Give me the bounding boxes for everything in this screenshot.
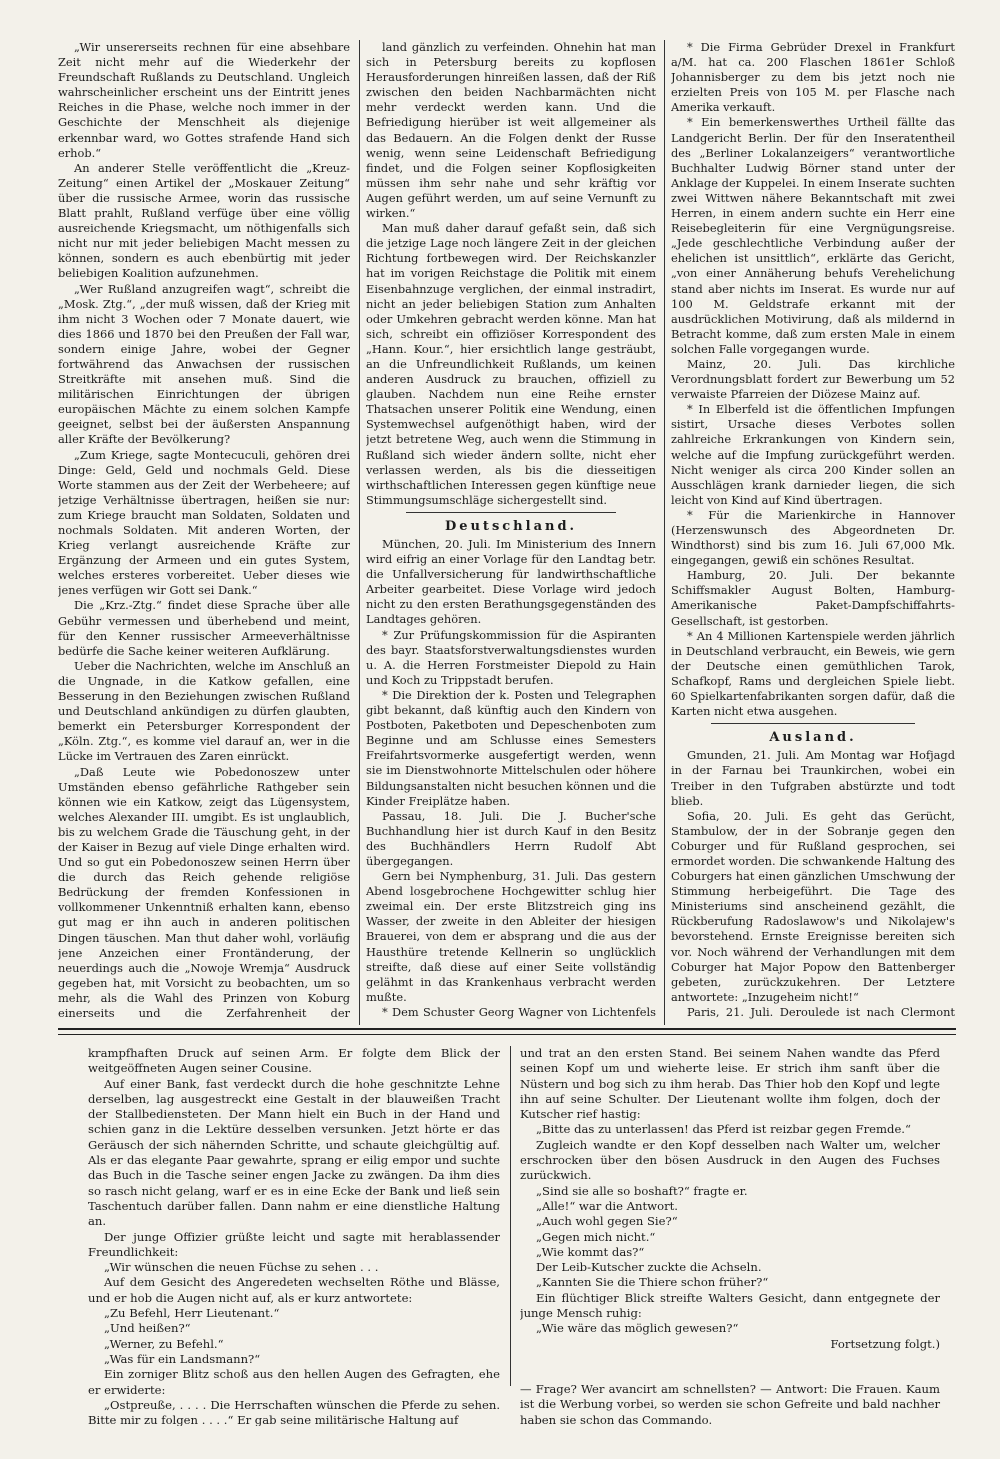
- article-paragraph: „Zum Kriege, sagte Montecuculi, gehören drei Dinge: Geld, Geld und nochmals Geld. Diese Worte stammen aus der Zeit der Werbeheere; auf jetzige Verhältnisse übertragen, heißen sie nur: zum Kriege braucht man Soldaten, Soldaten und nochmals Soldaten. Mit anderen Worten, der Krieg verlangt ausreichende Kräfte zur Ergänzung der Armeen und ein gutes System, welches ersteres vorbereitet. Ueber dieses wie jenes verfügen wir Gott sei Dank.“: [58, 447, 350, 598]
- feuilleton-right-column: [520, 1046, 940, 1371]
- news-item: Passau, 18. Juli. Die J. Bucher'sche Buchhandlung hier ist durch Kauf in den Besitz des Buchhändlers Herrn Rudolf Abt übergegangen.: [366, 808, 656, 868]
- article-paragraph: An anderer Stelle veröffentlicht die „Kreuz-Zeitung“ einen Artikel der „Moskauer Zeitung“ über die russische Armee, worin das russische Blatt prahlt, Rußland verfüge über eine völlig ausreichende Kriegsmacht, um nöthigenfalls sich nicht nur mit jeder beliebigen Macht messen zu können, sondern es auch ebenbürtig mit jeder beliebigen Koalition aufzunehmen.: [58, 160, 350, 281]
- section-divider: [711, 723, 915, 724]
- story-paragraph: „Werner, zu Befehl.“: [104, 1336, 224, 1351]
- column-1: [58, 40, 350, 1020]
- news-item: * Die Direktion der k. Posten und Telegraphen gibt bekannt, daß künftig auch den Kindern von Postboten, Paketboten und Depeschenboten zum Beginne und am Schlusse eines Semesters Freifahrtsvormerke ausgefertigt werden, wenn sie im Dienstwohnorte Mittelschulen oder höhere Bildungsanstalten nicht besuchen können und die Kinder Freiplätze haben.: [366, 687, 656, 808]
- news-item: * Ein bemerkenswerthes Urtheil fällte das Landgericht Berlin. Der für den Inseratentheil des „Berliner Lokalanzeigers“ verantwortliche Buchhalter Ludwig Börner stand unter der Anklage der Kuppelei. In einem Inserate suchten zwei Wittwen nähere Bekanntschaft mit zwei Herren, in einem andern suchte ein Herr eine Reisebegleiterin für eine Vergnügungsreise. „Jede geschlechtliche Verbindung außer der ehelichen ist unsittlich“, erklärte das Gericht, „von einer Annäherung behufs Verehelichung stand aber nichts im Inserat. Es wurde nur auf 100 M. Geldstrafe erkannt mit der ausdrücklichen Motivirung, daß als mildernd in Betracht komme, daß zum ersten Male in einem solchen Falle vorgegangen wurde.: [671, 115, 955, 356]
- news-item: * In Elberfeld ist die öffentlichen Impfungen sistirt, Ursache dieses Verbotes sollen zahlreiche Erkrankungen von Kindern sein, welche auf die Impfung zurückgeführt werden. Nicht weniger als circa 200 Kinder sollen an Ausschlägen krank darnieder liegen, die sich leicht von Kind auf Kind übertragen.: [671, 402, 955, 507]
- feuilleton-column-rule: [510, 1046, 511, 1386]
- story-paragraph: „Zu Befehl, Herr Lieutenant.“: [104, 1306, 280, 1321]
- article-paragraph: Man muß daher darauf gefaßt sein, daß sich die jetzige Lage noch längere Zeit in der gleichen Richtung fortbewegen wird. Der Reichskanzler hat im vorigen Reichstage die Politik mit einem Eisenbahnzuge verglichen, der einmal instradirt, nicht an jeder beliebigen Station zum Anhalten oder Umkehren gebracht werden könne. Man hat sich, schreibt ein offiziöser Korrespondent des „Hann. Kour.“, hier ersichtlich lange gesträubt, an die Unfreundlichkeit Rußlands, um keinen anderen Ausdruck zu brauchen, offiziell zu glauben. Nachdem nun eine Reihe ernster Thatsachen unserer Politik eine Wendung, einen Systemwechsel aufgenöthigt haben, wird der jetzt betretene Weg, auch wenn die Stimmung in Rußland sich wieder ändern sollte, nicht eher verlassen werden, als bis die diesseitigen wirthschaftlichen Interessen gegen künftige neue Stimmungsumschläge sichergestellt sind.: [366, 221, 656, 507]
- story-paragraph: „Gegen mich nicht.“: [536, 1229, 656, 1244]
- story-paragraph: Ein zorniger Blitz schoß aus den hellen Augen des Gefragten, ehe er erwiderte:: [88, 1367, 500, 1397]
- story-paragraph: Der junge Offizier grüßte leicht und sagte mit herablassender Freundlichkeit:: [88, 1229, 500, 1259]
- feuilleton-rule-thin: [58, 1034, 956, 1035]
- continuation-note: Fortsetzung folgt.): [830, 1336, 940, 1351]
- news-item: * Für die Marienkirche in Hannover (Herzenswunsch des Abgeordneten Dr. Windthorst) sind bis zum 16. Juli 67,000 Mk. eingegangen, gewiß ein schönes Resultat.: [671, 507, 955, 568]
- news-item: Gmunden, 21. Juli. Am Montag war Hofjagd in der Farnau bei Traunkirchen, wobei ein Treiber in den Tufgraben abstürzte und todt blieb.: [671, 748, 955, 808]
- news-item: * Die Firma Gebrüder Drexel in Frankfurt a/M. hat ca. 200 Flaschen 1861er Schloß Johannisberger zu dem bis jetzt noch nie erzielten Preis von 105 M. per Flasche nach Amerika verkauft.: [671, 40, 955, 115]
- news-item: * An 4 Millionen Kartenspiele werden jährlich in Deutschland verbraucht, ein Beweis, wie gern der Deutsche einen gemüthlichen Tarok, Schafkopf, Rams und dergleichen Spiele liebt. 60 Spielkartenfabrikanten sorgen dafür, daß die Karten nicht etwa ausgehen.: [671, 628, 955, 719]
- section-heading-deutschland: Deutschland.: [444, 518, 578, 534]
- column-rule-2: [664, 40, 665, 1025]
- news-item: Hamburg, 20. Juli. Der bekannte Schiffsmakler August Bolten, Hamburg-Amerikanische Paket-Dampfschiffahrts-Gesellschaft, ist gestorben.: [671, 568, 955, 628]
- story-paragraph: Auf dem Gesicht des Angeredeten wechselten Röthe und Blässe, und er hob die Augen nicht auf, als er kurz antwortete:: [88, 1275, 500, 1305]
- story-paragraph: krampfhaften Druck auf seinen Arm. Er folgte dem Blick der weitgeöffneten Augen seiner Cousine.: [88, 1046, 500, 1076]
- story-paragraph: „Wie kommt das?“: [536, 1244, 645, 1259]
- article-paragraph: Die „Krz.-Ztg.“ findet diese Sprache über alle Gebühr vermessen und überhebend und meint, für den Kenner russischer Armeeverhältnisse bedürfe die Sache keiner weiteren Aufklärung.: [58, 598, 350, 658]
- joke-item: — Frage? Wer avancirt am schnellsten? — Antwort: Die Frauen. Kaum ist die Werbung vorbei, so werden sie schon Gefreite und bald nachher haben sie schon das Commando.: [520, 1382, 940, 1427]
- story-paragraph: „Auch wohl gegen Sie?“: [536, 1214, 678, 1229]
- section-heading-ausland: Ausland.: [769, 730, 857, 746]
- column-3: [671, 40, 955, 1020]
- news-item: Sofia, 20. Juli. Es geht das Gerücht, Stambulow, der in der Sobranje gegen den Coburger und für Rußland gesprochen, sei ermordet worden. Die schwankende Haltung des Coburgers hat einen gänzlichen Umschwung der Stimmung herbeigeführt. Die Tage des Ministeriums sind anscheinend gezählt, die Rückberufung Radoslawow's und Nikolajew's bevorstehend. Ernste Ereignisse bereiten sich vor. Noch während der Verhandlungen mit dem Coburger hat Major Popow den Battenberger gebeten, zurückzukehren. Der Letztere antwortete: „Inzugeheim nicht!“: [671, 808, 955, 1004]
- story-paragraph: und trat an den ersten Stand. Bei seinem Nahen wandte das Pferd seinen Kopf um und wieherte leise. Er strich ihm sanft über die Nüstern und bog sich zu ihm herab. Das Thier hob den Kopf und legte ihn auf seine Schulter. Der Lieutenant wollte ihm folgen, doch der Kutscher rief hastig:: [520, 1046, 940, 1122]
- story-paragraph: Der Leib-Kutscher zuckte die Achseln.: [536, 1260, 762, 1275]
- story-paragraph: „Bitte das zu unterlassen! das Pferd ist reizbar gegen Fremde.“: [536, 1122, 911, 1137]
- story-paragraph: Zugleich wandte er den Kopf desselben nach Walter um, welcher erschrocken über den bösen Ausdruck in den Augen des Fuchses zurückwich.: [520, 1137, 940, 1183]
- news-item: * Zur Prüfungskommission für die Aspiranten des bayr. Staatsforstverwaltungsdienstes wurden u. A. die Herren Forstmeister Diepold zu Hain und Koch zu Trippstadt berufen.: [366, 627, 656, 687]
- section-divider: [406, 512, 616, 513]
- news-item: Paris, 21. Juli. Deroulede ist nach Clermont: [687, 1004, 955, 1019]
- story-paragraph: „Sind sie alle so boshaft?“ fragte er.: [536, 1183, 748, 1198]
- article-paragraph: land gänzlich zu verfeinden. Ohnehin hat man sich in Petersburg bereits zu kopflosen Herausforderungen hinreißen lassen, daß der Riß zwischen den beiden Nachbarmächten nicht mehr verdeckt werden kann. Und die Befriedigung hierüber ist weit allgemeiner als das Bedauern. An die Folgen denkt der Russe wenig, wenn seine Leidenschaft Befriedigung findet, und die Folgen seiner Kopflosigkeiten müssen ihm sehr nahe und sehr kräftig vor Augen geführt werden, um auf seine Vernunft zu wirken.“: [366, 40, 656, 221]
- news-item: Gern bei Nymphenburg, 31. Juli. Das gestern Abend losgebrochene Hochgewitter schlug hier zweimal ein. Der erste Blitzstreich ging ins Wasser, der zweite in den Ableiter der hiesigen Brauerei, von dem er absprang und die aus der Hausthüre tretende Kellnerin so unglücklich streifte, daß diese auf einer Seite vollständig gelähmt in das Krankenhaus verbracht werden mußte.: [366, 869, 656, 1004]
- column-rule-1: [359, 40, 360, 1025]
- story-paragraph: „Ostpreuße, . . . . Die Herrschaften wünschen die Pferde zu sehen. Bitte mir zu folgen . . . .“ Er gab seine militärische Haltung auf: [88, 1397, 500, 1426]
- story-paragraph: „Und heißen?“: [104, 1321, 191, 1336]
- story-paragraph: „Wir wünschen die neuen Füchse zu sehen . . .: [104, 1260, 379, 1275]
- story-paragraph: Auf einer Bank, fast verdeckt durch die hohe geschnitzte Lehne derselben, lag ausgestreckt eine Gestalt in der blauweißen Tracht der Stallbedienstetеn. Der Mann hielt ein Buch in der Hand und schien ganz in die Lektüre desselben versunken. Jetzt hörte er das Geräusch der sich nähernden Schritte, und schaute gleichgültig auf. Als er das elegante Paar gewahrte, sprang er eilig empor und suchte das Buch in die Tasche seiner engen Jacke zu zwängen. Da ihm dies so rasch nicht gelang, warf er es in eine Ecke der Bank und ließ sein Taschentuch darüber fallen. Dann nahm er eine dienstliche Haltung an.: [88, 1076, 500, 1229]
- article-paragraph: „Wer Rußland anzugreifen wagt“, schreibt die „Mosk. Ztg.“, „der muß wissen, daß der Krieg mit ihm nicht 3 Wochen oder 7 Monate dauert, wie dies 1866 und 1870 bei den Preußen der Fall war, sondern einige Jahre, wobei der Gegner fortwährend das Anwachsen der russischen Streitkräfte mit ansehen muß. Sind die militärischen Einrichtungen der übrigen europäischen Mächte zu einem solchen Kampfe geeignet, selbst bei der äußersten Anspannung aller Kräfte der Bevölkerung?: [58, 281, 350, 447]
- news-item: * Dem Schuster Georg Wagner von Lichtenfels: [382, 1004, 656, 1019]
- article-paragraph: „Daß Leute wie Pobedonoszew unter Umständen ebenso gefährliche Rathgeber sein können wie ein Katkow, zeigt das Lügensystem, welches Alexander III. umgibt. Es ist unglaublich, bis zu welchem Grade die Täuschung geht, in der der Kaiser in Bezug auf viele Dinge erhalten wird. Und so gut ein Pobedonoszew seinen Herrn über die durch das Reich gehende religiöse Bedrückung der fremden Konfessionen in vollkommener Unkenntniß erhalten kann, ebenso gut mag er ihn auch in anderen politischen Dingen täuschen. Man thut daher wohl, vorläufig jene Anzeichen einer Frontänderung, der neuerdings auch die „Nowoje Wremja“ Ausdruck gegeben hat, mit Vorsicht zu beobachten, um so mehr, als die Wahl des Prinzen von Koburg einerseits und die Zerfahrenheit der: [58, 764, 350, 1020]
- story-paragraph: Ein flüchtiger Blick streifte Walters Gesicht, dann entgegnete der junge Mensch ruhig:: [520, 1290, 940, 1321]
- story-paragraph: „Wie wäre das möglich gewesen?“: [536, 1321, 739, 1336]
- story-paragraph: „Kannten Sie die Thiere schon früher?“: [536, 1275, 769, 1290]
- article-paragraph: Ueber die Nachrichten, welche im Anschluß an die Ungnade, in die Katkow gefallen, eine Besserung in den Beziehungen zwischen Rußland und Deutschland ankündigen zu dürfen glaubten, bemerkt ein Petersburger Korrespondent der „Köln. Ztg.“, es komme viel darauf an, wer in die Lücke im Vertrauen des Zaren einrückt.: [58, 658, 350, 764]
- story-paragraph: „Alle!“ war die Antwort.: [536, 1198, 678, 1213]
- article-paragraph: „Wir unsererseits rechnen für eine absehbare Zeit nicht mehr auf die Wiederkehr der Freundschaft Rußlands zu Deutschland. Ungleich wahrscheinlicher erscheint uns der Eintritt jenes Reiches in die Phase, welche noch immer in der Geschichte der Menschheit als diejenige erkennbar ward, wo Gottes strafende Hand sich erhob.“: [58, 40, 350, 160]
- feuilleton-left-column: [88, 1046, 500, 1426]
- story-paragraph: „Was für ein Landsmann?“: [104, 1351, 261, 1366]
- news-item: Mainz, 20. Juli. Das kirchliche Verordnungsblatt fordert zur Bewerbung um 52 verwaiste Pfarreien der Diözese Mainz auf.: [671, 356, 955, 402]
- feuilleton-rule-top: [58, 1028, 956, 1030]
- column-2: [366, 40, 656, 1020]
- news-item: München, 20. Juli. Im Ministerium des Innern wird eifrig an einer Vorlage für den Landtag betr. die Unfallversicherung für landwirthschaftliche Arbeiter gearbeitet. Diese Vorlage wird jedoch nicht zu den ersten Berathungsgegenständen des Landtages gehören.: [366, 537, 656, 627]
